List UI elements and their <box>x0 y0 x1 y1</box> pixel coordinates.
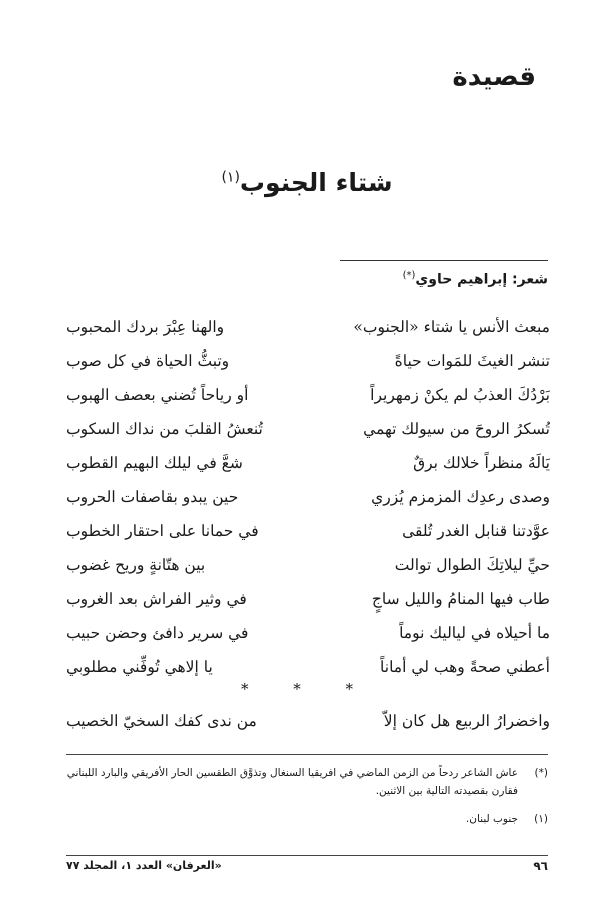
verse-line <box>66 704 550 738</box>
final-verse <box>66 704 550 738</box>
author-line <box>403 270 548 288</box>
verse-first-hemistich: تنشر الغيثَ للمَوات حياةً <box>394 352 550 370</box>
verse-first-hemistich: بَرْدُكَ العذبُ لم يكنْ زمهريراً <box>370 386 550 404</box>
author-rule <box>340 260 548 261</box>
verse-line <box>66 514 550 548</box>
verse-line <box>66 378 550 412</box>
verse-line <box>66 412 550 446</box>
verse-line <box>66 548 550 582</box>
footnote-mark: (*) <box>534 767 548 779</box>
verse-first-hemistich: واخضرارُ الربيع هل كان إلاّ <box>383 712 550 730</box>
verse-line <box>66 480 550 514</box>
verse-second-hemistich: تُنعشُ القلبَ من نداك السكوب <box>66 420 263 438</box>
poem-title-footnote-ref: (١) <box>221 169 240 186</box>
footnote-text: جنوب لبنان. <box>465 813 518 825</box>
footer-rule <box>66 855 548 856</box>
verse-first-hemistich: يَالَهُ منظراً خلالك برقٌ <box>413 454 550 472</box>
verse-second-hemistich: حين يبدو بقاصفات الحروب <box>66 488 239 506</box>
author-footnote-ref: (*) <box>402 270 416 281</box>
verse-second-hemistich: أو رياحاً تُضني بعصف الهبوب <box>66 386 249 404</box>
verse-line <box>66 616 550 650</box>
verse-first-hemistich: عوَّدتنا قنابل الغدر تُلقى <box>402 522 550 540</box>
author-name: شعر: إبراهيم حاوي <box>415 271 548 288</box>
page-number: ٩٦ <box>533 859 548 873</box>
verse-first-hemistich: أعطني صحةً وهب لي أماناً <box>380 658 550 676</box>
verse-line <box>66 344 550 378</box>
footnote <box>66 810 548 828</box>
footnote-mark: (١) <box>534 813 548 825</box>
verse-second-hemistich: في حمانا على احتقار الخطوب <box>66 522 259 540</box>
footnotes <box>66 764 548 838</box>
verse-second-hemistich: في وثير الفراش بعد الغروب <box>66 590 247 608</box>
verse-line <box>66 582 550 616</box>
verse-first-hemistich: وصدى رعدِك المزمزم يُزري <box>371 488 550 506</box>
verse-second-hemistich: والهنا عِبْرَ بردك المحبوب <box>66 318 225 336</box>
section-title: قصيدة <box>452 62 536 92</box>
poem-title <box>0 168 614 197</box>
verse-second-hemistich: بين هتّانةٍ وريح غضوب <box>66 556 206 574</box>
verse-line <box>66 446 550 480</box>
verse-first-hemistich: طاب فيها المنامُ والليل ساجٍ <box>371 590 550 608</box>
verse-first-hemistich: ما أحيلاه في لياليك نوماً <box>399 624 550 642</box>
verse-first-hemistich: حيِّ ليلاتِكَ الطوال توالت <box>394 556 550 574</box>
stanza-separator: * * * <box>240 680 374 698</box>
verse-first-hemistich: مبعث الأنس يا شتاء «الجنوب» <box>353 318 550 336</box>
verse-first-hemistich: تُسكرُ الروحَ من سيولك تهمي <box>363 420 550 438</box>
footnote-rule <box>66 754 548 755</box>
footnote-text: عاش الشاعر ردحاً من الزمن الماضي في افريقيا السنغال وتذوَّق الطقسين الحار الأفريقي والبارد اللبناني فقارن بقصيدته التالية بين الاثنين. <box>66 767 518 797</box>
running-footer: «العرفان» العدد ١، المجلد ٧٧ <box>66 859 222 872</box>
verse-second-hemistich: يا إلاهي تُوفِّني مطلوبي <box>66 658 213 676</box>
verse-second-hemistich: من ندى كفك السخيّ الخصيب <box>66 712 257 730</box>
verse-second-hemistich: شعَّ في ليلك البهيم القطوب <box>66 454 243 472</box>
verse-line <box>66 650 550 684</box>
footnote <box>66 764 548 800</box>
verse-second-hemistich: وتبثُّ الحياة في كل صوب <box>66 352 230 370</box>
verse-line <box>66 310 550 344</box>
poem-verses <box>66 310 550 684</box>
verse-second-hemistich: في سرير دافئ وحضن حبيب <box>66 624 249 642</box>
poem-title-text: شتاء الجنوب <box>239 168 393 197</box>
